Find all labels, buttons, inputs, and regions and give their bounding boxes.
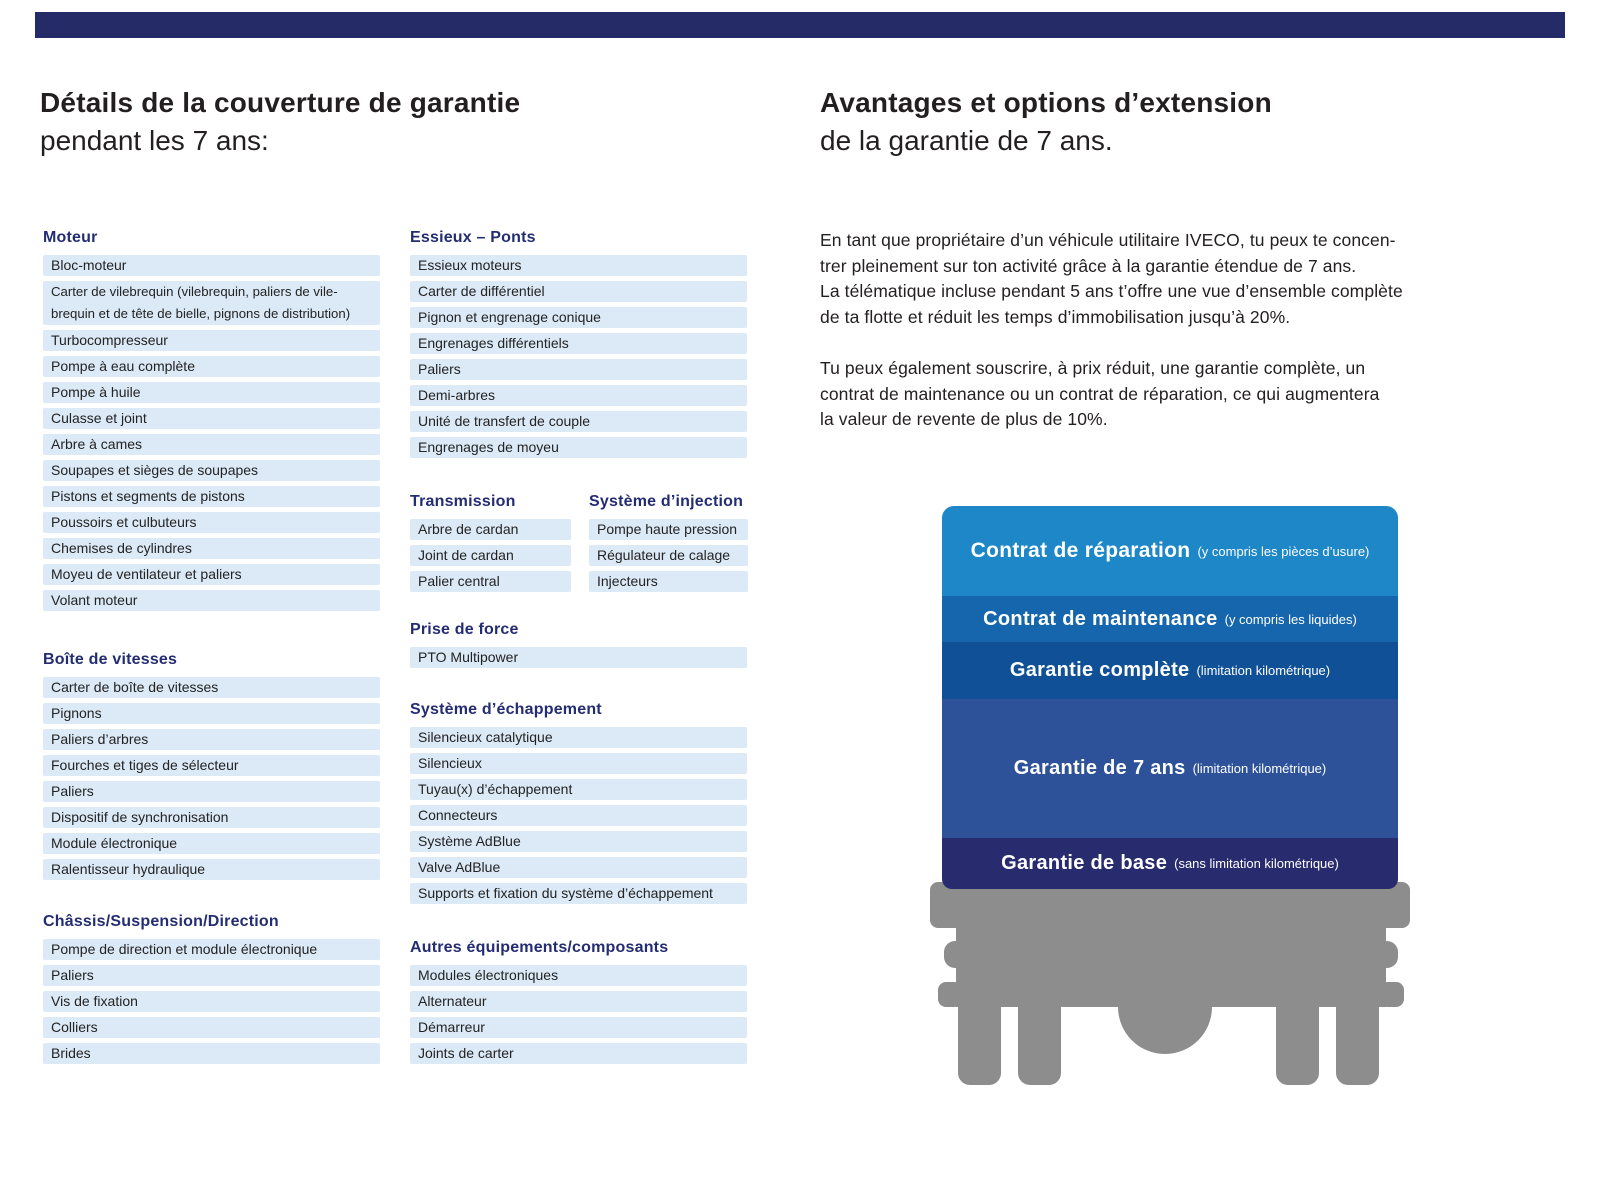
truck-right-knob (1376, 941, 1398, 968)
top-accent-bar (35, 12, 1565, 38)
list-item: Ralentisseur hydraulique (43, 859, 380, 880)
list-item: Palier central (410, 571, 571, 592)
list-item: Pignon et engrenage conique (410, 307, 747, 328)
list-item: Engrenages différentiels (410, 333, 747, 354)
list-item: Joint de cardan (410, 545, 571, 566)
list-item: Volant moteur (43, 590, 380, 611)
warranty-level-5 (942, 838, 1398, 889)
list-item: Pistons et segments de pistons (43, 486, 380, 507)
list-item: Silencieux catalytique (410, 727, 747, 748)
list-item: PTO Multipower (410, 647, 747, 668)
section-list (410, 255, 747, 458)
section-autres-equipements (410, 938, 747, 1064)
benefits-title-subtitle: de la garantie de 7 ans. (820, 125, 1113, 156)
list-item: Alternateur (410, 991, 747, 1012)
list-item: Unité de transfert de couple (410, 411, 747, 432)
truck-center-arch (1118, 1006, 1212, 1054)
benefits-title (820, 84, 1272, 160)
section-list (43, 939, 380, 1064)
list-item: Pompe de direction et module électronique (43, 939, 380, 960)
section-systeme-echappement (410, 700, 747, 904)
list-item: Essieux moteurs (410, 255, 747, 276)
benefits-paragraph-1: En tant que propriétaire d’un véhicule utilitaire IVECO, tu peux te concen- trer pleinement sur ton activité grâce à la garantie étendue de 7 ans. La télématique incluse pendant 5 ans t’offre une vue d’ensemble complète de ta flotte et réduit les temps d’immobilisation jusqu’à 20%. (820, 230, 1403, 327)
section-heading: Transmission (410, 493, 516, 510)
section-list (410, 727, 747, 904)
section-heading: Prise de force (410, 621, 519, 638)
warranty-level-label: Garantie complète (1009, 659, 1190, 681)
warranty-level-note: (y compris les liquides) (1224, 611, 1357, 627)
warranty-level-label: Contrat de réparation (970, 539, 1191, 562)
section-heading: Châssis/Suspension/Direction (43, 913, 279, 930)
coverage-title-subtitle: pendant les 7 ans: (40, 125, 269, 156)
benefits-paragraph-2: Tu peux également souscrire, à prix réduit, une garantie complète, un contrat de maintenance ou un contrat de réparation, ce qui augmentera la valeur de revente de plus de 10%. (820, 358, 1380, 429)
list-item: Valve AdBlue (410, 857, 747, 878)
list-item: Pompe haute pression (589, 519, 748, 540)
warranty-level-label: Contrat de maintenance (983, 607, 1218, 630)
section-list (410, 647, 747, 668)
list-item: Pignons (43, 703, 380, 724)
list-item: Poussoirs et culbuteurs (43, 512, 380, 533)
benefits-title-bold: Avantages et options d’extension (820, 87, 1272, 118)
warranty-stack-diagram (942, 506, 1398, 889)
list-item: Culasse et joint (43, 408, 380, 429)
list-item: Soupapes et sièges de soupapes (43, 460, 380, 481)
list-item: Pompe à eau complète (43, 356, 380, 377)
warranty-level-note: (limitation kilométrique) (1192, 761, 1327, 776)
list-item: Paliers (410, 359, 747, 380)
warranty-level-4 (942, 699, 1398, 838)
list-item: Bloc-moteur (43, 255, 380, 276)
truck-wheel-leg (1336, 1005, 1379, 1085)
section-heading: Moteur (43, 229, 98, 246)
warranty-level-3 (942, 642, 1398, 699)
list-item: Engrenages de moyeu (410, 437, 747, 458)
list-item: Turbocompresseur (43, 330, 380, 351)
list-item: Modules électroniques (410, 965, 747, 986)
truck-body (956, 906, 1386, 1007)
list-item: Carter de boîte de vitesses (43, 677, 380, 698)
section-list (589, 519, 748, 592)
section-list (410, 965, 747, 1064)
list-item: Connecteurs (410, 805, 747, 826)
list-item: Système AdBlue (410, 831, 747, 852)
section-essieux-ponts (410, 228, 747, 458)
list-item: Injecteurs (589, 571, 748, 592)
list-item: Demi-arbres (410, 385, 747, 406)
warranty-level-label: Garantie de 7 ans (1013, 757, 1186, 779)
list-item: Arbre de cardan (410, 519, 571, 540)
list-item: Arbre à cames (43, 434, 380, 455)
truck-left-tab (938, 982, 962, 1007)
list-item: Module électronique (43, 833, 380, 854)
list-item: Supports et fixation du système d’échappement (410, 883, 747, 904)
section-transmission (410, 492, 571, 592)
list-item: Paliers (43, 965, 380, 986)
warranty-level-label: Garantie de base (1001, 852, 1168, 874)
list-item: Fourches et tiges de sélecteur (43, 755, 380, 776)
list-item: Carter de vilebrequin (vilebrequin, paliers de vile- brequin et de tête de bielle, pignons de distribution) (43, 281, 380, 325)
warranty-level-note: (y compris les pièces d’usure) (1197, 543, 1370, 559)
truck-right-tab (1380, 982, 1404, 1007)
warranty-level-2 (942, 596, 1398, 642)
section-prise-de-force (410, 620, 747, 668)
warranty-level-1 (942, 506, 1398, 596)
truck-wheel-leg (1276, 1005, 1319, 1085)
warranty-level-note: (sans limitation kilométrique) (1174, 856, 1339, 871)
section-heading: Système d’injection (589, 493, 744, 510)
list-item: Chemises de cylindres (43, 538, 380, 559)
section-list (43, 677, 380, 880)
list-item: Brides (43, 1043, 380, 1064)
transmission-injection-columns (410, 492, 750, 592)
truck-wheel-leg (1018, 1005, 1061, 1085)
warranty-level-note: (limitation kilométrique) (1196, 663, 1331, 678)
list-item: Colliers (43, 1017, 380, 1038)
section-heading: Autres équipements/composants (410, 939, 669, 956)
list-item: Joints de carter (410, 1043, 747, 1064)
list-item: Démarreur (410, 1017, 747, 1038)
section-list (410, 519, 571, 592)
section-heading: Système d’échappement (410, 701, 602, 718)
list-item: Moyeu de ventilateur et paliers (43, 564, 380, 585)
list-item: Pompe à huile (43, 382, 380, 403)
coverage-title-bold: Détails de la couverture de garantie (40, 87, 521, 118)
truck-left-knob (944, 941, 966, 968)
section-heading: Boîte de vitesses (43, 651, 178, 668)
section-boite-de-vitesses (43, 650, 380, 880)
list-item: Dispositif de synchronisation (43, 807, 380, 828)
section-systeme-injection (589, 492, 748, 592)
list-item: Silencieux (410, 753, 747, 774)
section-chassis-suspension-direction (43, 912, 380, 1064)
section-heading: Essieux – Ponts (410, 229, 536, 246)
list-item: Paliers (43, 781, 380, 802)
list-item: Paliers d’arbres (43, 729, 380, 750)
coverage-title (40, 84, 520, 160)
section-list (43, 255, 380, 611)
list-item: Vis de fixation (43, 991, 380, 1012)
list-item: Tuyau(x) d’échappement (410, 779, 747, 800)
section-moteur (43, 228, 380, 611)
list-item: Régulateur de calage (589, 545, 748, 566)
truck-wheel-leg (958, 1005, 1001, 1085)
list-item: Carter de différentiel (410, 281, 747, 302)
